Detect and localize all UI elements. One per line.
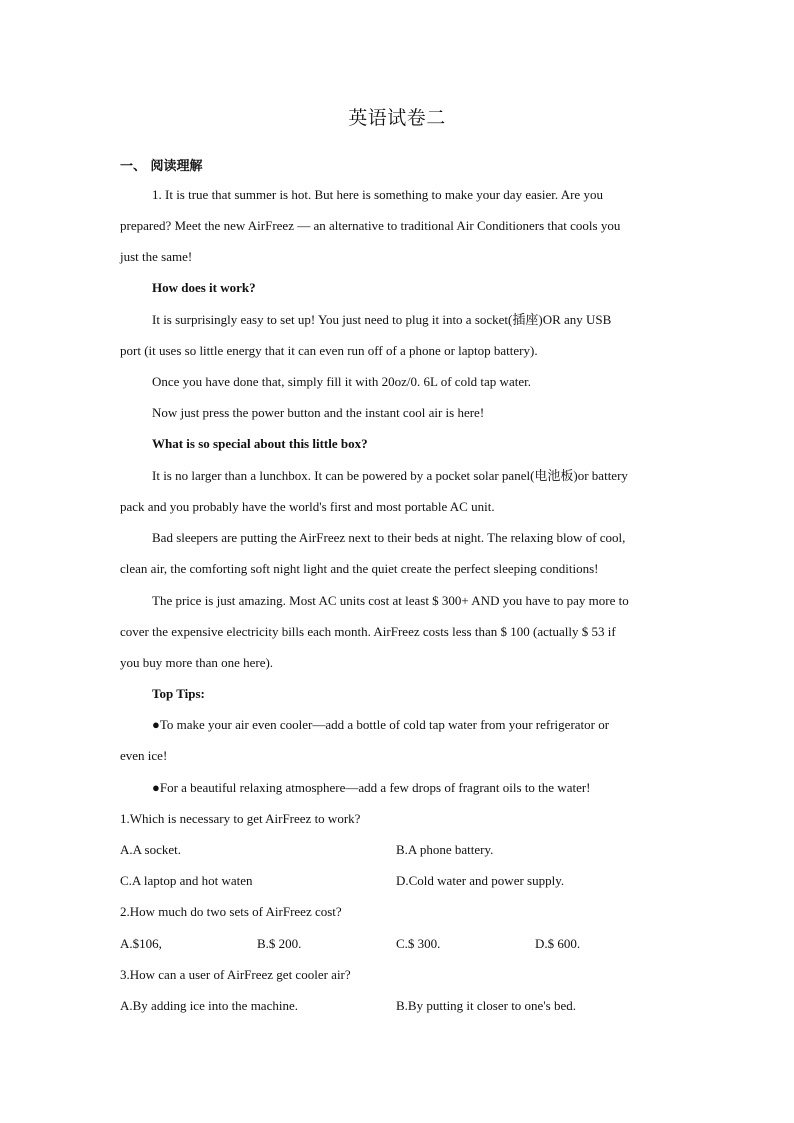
passage-line: just the same! xyxy=(120,249,193,264)
passage-line: clean air, the comforting soft night light and the quiet create the perfect sleeping conditions! xyxy=(120,561,599,576)
passage-line: prepared? Meet the new AirFreez — an alternative to traditional Air Conditioners that cools you xyxy=(120,218,621,233)
passage-line: It is no larger than a lunchbox. It can be powered by a pocket solar panel(电池板)or battery xyxy=(152,468,628,483)
option-c: C.A laptop and hot waten xyxy=(120,873,253,888)
passage-line: cover the expensive electricity bills each month. AirFreez costs less than $ 100 (actually $ 53 if xyxy=(120,624,616,639)
subheading: Top Tips: xyxy=(152,686,205,701)
option-b: B.$ 200. xyxy=(257,936,302,951)
question-stem: 3.How can a user of AirFreez get cooler air? xyxy=(120,967,351,982)
question-stem: 2.How much do two sets of AirFreez cost? xyxy=(120,904,342,919)
option-b: B.A phone battery. xyxy=(396,842,494,857)
question-stem: 1.Which is necessary to get AirFreez to work? xyxy=(120,811,361,826)
passage-line: Once you have done that, simply fill it with 20oz/0. 6L of cold tap water. xyxy=(152,374,531,389)
section-heading: 一、 阅读理解 xyxy=(120,159,203,174)
passage-line: you buy more than one here). xyxy=(120,655,274,670)
tip-line: even ice! xyxy=(120,748,168,763)
passage-line: The price is just amazing. Most AC units cost at least $ 300+ AND you have to pay more to xyxy=(152,593,629,608)
passage-line: It is surprisingly easy to set up! You just need to plug it into a socket(插座)OR any USB xyxy=(152,312,612,327)
tip-line: ●For a beautiful relaxing atmosphere—add a few drops of fragrant oils to the water! xyxy=(152,780,591,795)
option-c: C.$ 300. xyxy=(396,936,441,951)
passage-line: port (it uses so little energy that it can even run off of a phone or laptop battery). xyxy=(120,343,538,358)
subheading: What is so special about this little box? xyxy=(152,436,368,451)
option-a: A.A socket. xyxy=(120,842,182,857)
option-d: D.$ 600. xyxy=(535,936,581,951)
option-a: A.$106, xyxy=(120,936,162,951)
subheading: How does it work? xyxy=(152,280,256,295)
tip-line: ●To make your air even cooler—add a bottle of cold tap water from your refrigerator or xyxy=(152,717,610,732)
page-title: 英语试卷二 xyxy=(348,107,446,129)
passage-line: 1. It is true that summer is hot. But here is something to make your day easier. Are you xyxy=(152,187,603,202)
option-a: A.By adding ice into the machine. xyxy=(120,998,298,1013)
passage-line: pack and you probably have the world's first and most portable AC unit. xyxy=(120,499,495,514)
passage-line: Bad sleepers are putting the AirFreez next to their beds at night. The relaxing blow of cool, xyxy=(152,530,626,545)
passage-line: Now just press the power button and the instant cool air is here! xyxy=(152,405,485,420)
option-d: D.Cold water and power supply. xyxy=(396,873,565,888)
option-b: B.By putting it closer to one's bed. xyxy=(396,998,576,1013)
